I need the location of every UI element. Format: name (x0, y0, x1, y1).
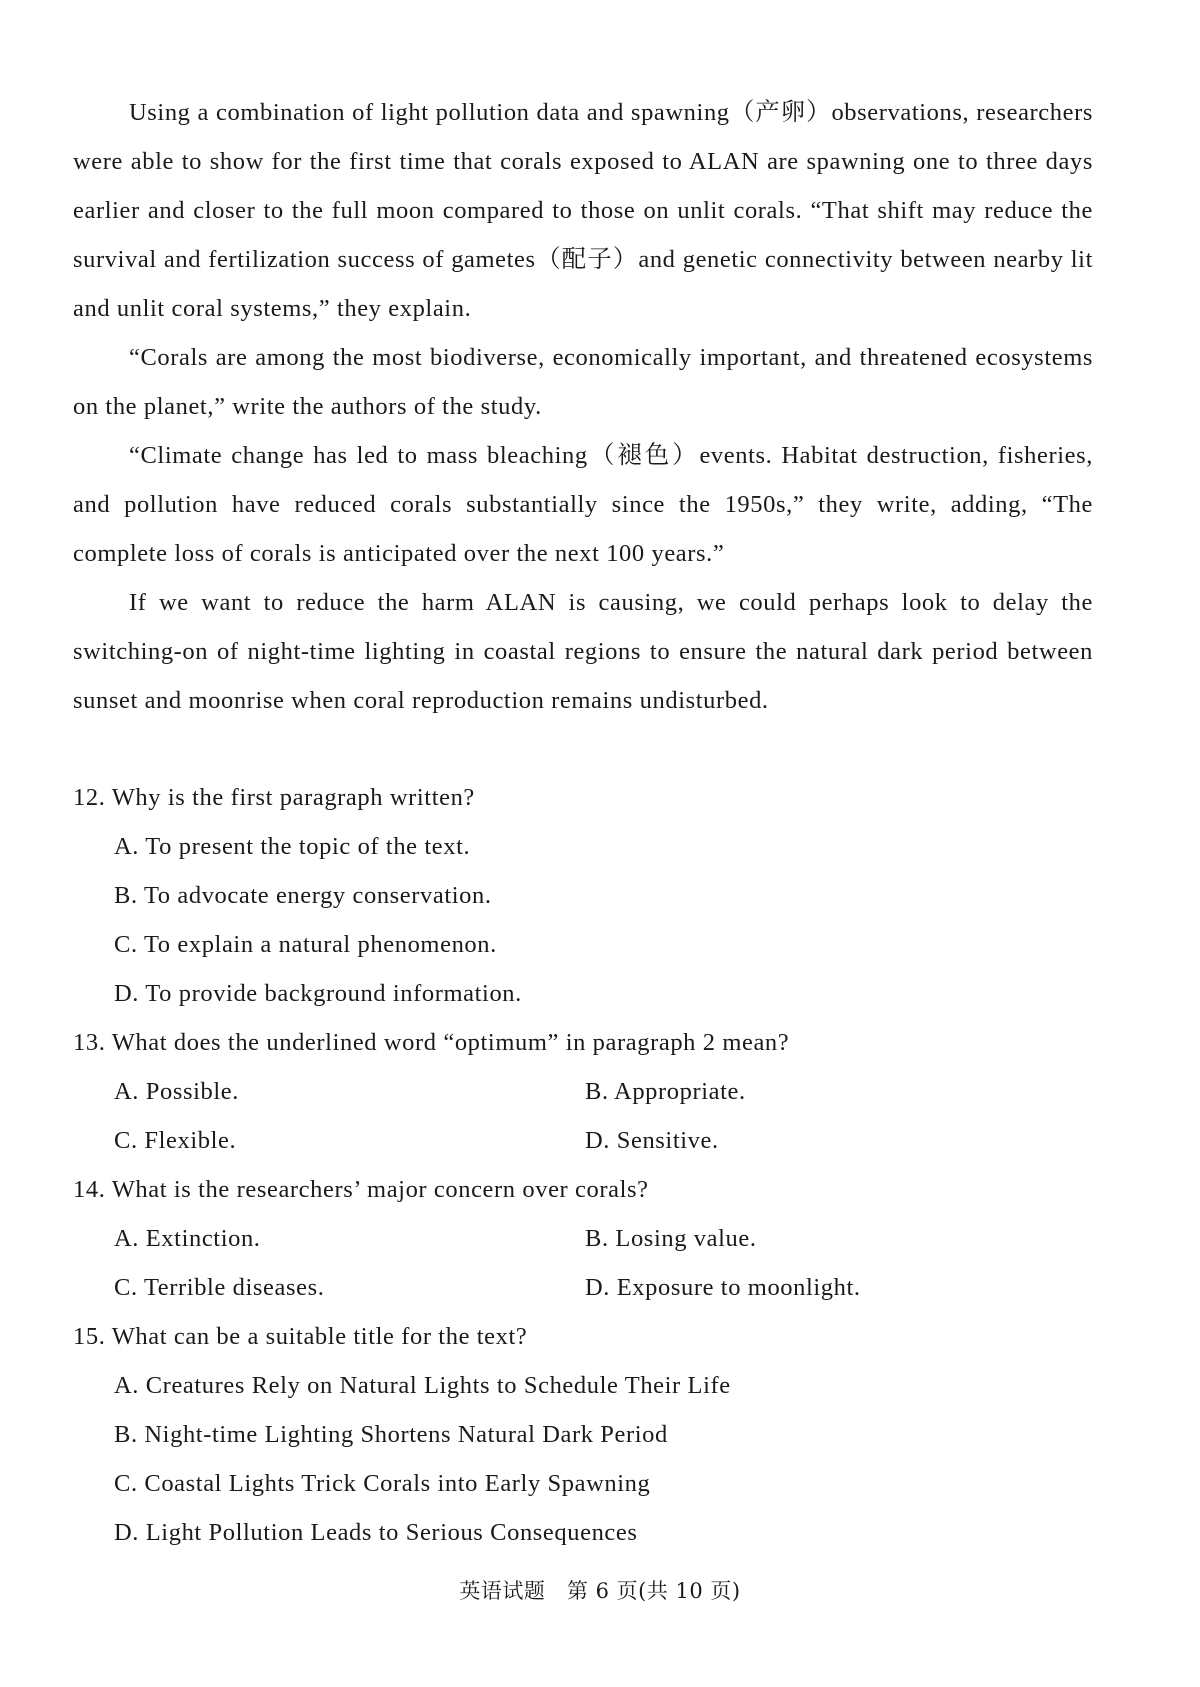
option-d: D. Exposure to moonlight. (585, 1274, 861, 1301)
option-a: A. To present the topic of the text. (114, 833, 471, 860)
option-c: C. Flexible. (114, 1127, 237, 1154)
passage-paragraph: Using a combination of light pollution data and spawning（产卵）observations, researchers were able to show for the first time that corals exposed to ALAN are spawning one to three days earlier and closer to the full moon compared to those on unlit corals. “That shift may reduce the survival and fertilization success of gametes（配子）and genetic connectivity between nearby lit and unlit coral systems,” they explain. (73, 99, 1093, 322)
option-a: A. Possible. (114, 1078, 239, 1105)
reading-passage (73, 88, 1093, 725)
question-stem: 15. What can be a suitable title for the text? (73, 1323, 528, 1350)
question-stem: 13. What does the underlined word “optimum” in paragraph 2 mean? (73, 1029, 790, 1056)
question-stem: 14. What is the researchers’ major concern over corals? (73, 1176, 649, 1203)
question-14 (73, 1165, 1093, 1312)
option-a: A. Extinction. (114, 1225, 261, 1252)
option-d: D. Sensitive. (585, 1127, 719, 1154)
option-c: C. To explain a natural phenomenon. (114, 931, 497, 958)
option-row (73, 1214, 1093, 1263)
option-b: B. Night-time Lighting Shortens Natural Dark Period (114, 1421, 668, 1448)
option-row (73, 1263, 1093, 1312)
option-row (73, 1067, 1093, 1116)
option-row (73, 1116, 1093, 1165)
option-d: D. Light Pollution Leads to Serious Consequences (114, 1519, 638, 1546)
question-12 (73, 773, 1093, 1018)
question-list (73, 773, 1093, 1557)
option-c: C. Terrible diseases. (114, 1274, 325, 1301)
page-footer: 英语试题 第 6 页(共 10 页) (459, 1579, 741, 1603)
option-b: B. Losing value. (585, 1225, 757, 1252)
option-c: C. Coastal Lights Trick Corals into Early Spawning (114, 1470, 651, 1497)
passage-paragraph: “Corals are among the most biodiverse, economically important, and threatened ecosystems on the planet,” write the authors of the study. (73, 344, 1093, 420)
option-b: B. Appropriate. (585, 1078, 746, 1105)
option-b: B. To advocate energy conservation. (114, 882, 492, 909)
option-d: D. To provide background information. (114, 980, 522, 1007)
question-stem: 12. Why is the first paragraph written? (73, 784, 475, 811)
question-13 (73, 1018, 1093, 1165)
option-a: A. Creatures Rely on Natural Lights to Schedule Their Life (114, 1372, 731, 1399)
question-15 (73, 1312, 1093, 1557)
passage-paragraph: If we want to reduce the harm ALAN is causing, we could perhaps look to delay the switching-on of night-time lighting in coastal regions to ensure the natural dark period between sunset and moonrise when coral reproduction remains undisturbed. (73, 589, 1093, 714)
passage-paragraph: “Climate change has led to mass bleaching（褪色）events. Habitat destruction, fisheries, and pollution have reduced corals substantially since the 1950s,” they write, adding, “The complete loss of corals is anticipated over the next 100 years.” (73, 442, 1093, 567)
